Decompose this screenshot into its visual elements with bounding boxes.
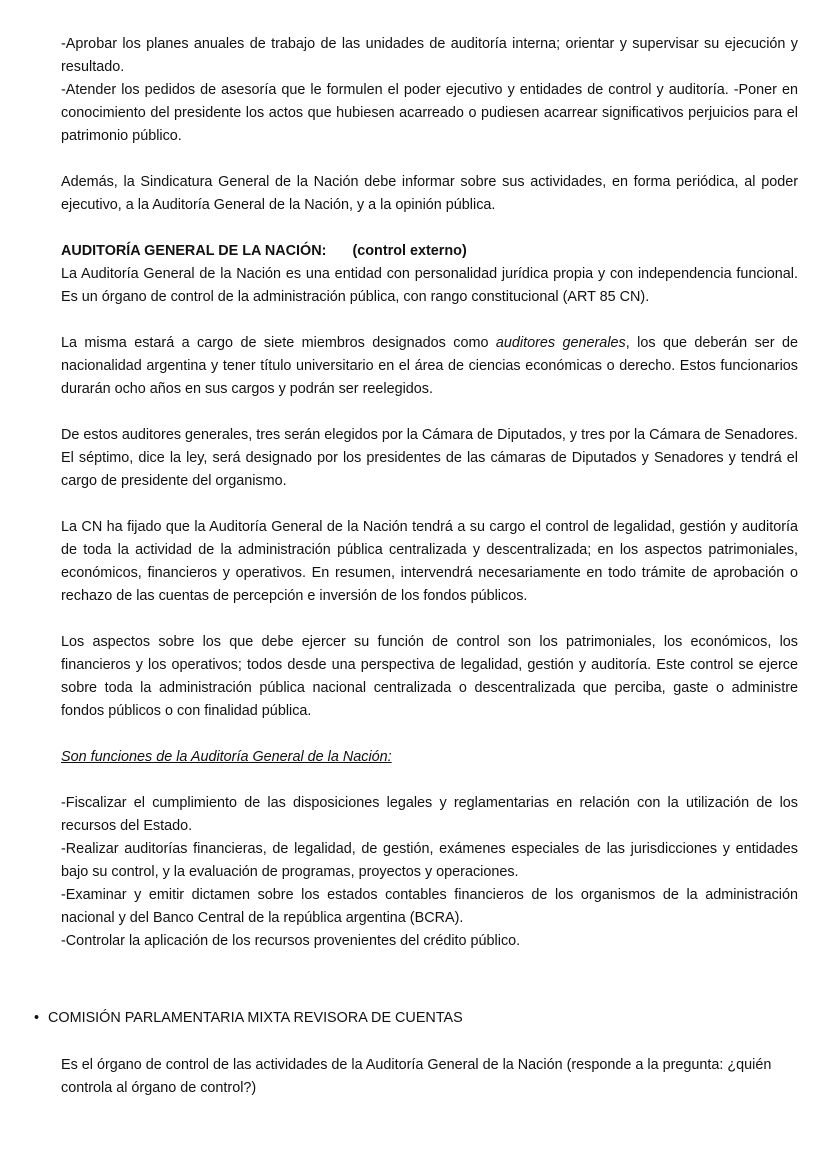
agn-heading-title: AUDITORÍA GENERAL DE LA NACIÓN: (61, 243, 327, 259)
commission-heading (34, 1007, 794, 1030)
agn-p2-before: La misma estará a cargo de siete miembros designados como (61, 335, 496, 351)
intro-item: -Aprobar los planes anuales de trabajo de las unidades de auditoría interna; orientar y supervisar su ejecución y resultado. (61, 36, 798, 75)
sigen-paragraph: Además, la Sindicatura General de la Nación debe informar sobre sus actividades, en forma periódica, al poder ejecutivo, a la Auditoría General de la Nación, y a la opinión pública. (61, 174, 798, 213)
functions-title-text: Son funciones de la Auditoría General de la Nación: (61, 749, 392, 765)
spacer (61, 723, 798, 746)
commission-heading-text: COMISIÓN PARLAMENTARIA MIXTA REVISORA DE CUENTAS (48, 1010, 463, 1026)
spacer (61, 217, 798, 240)
spacer (61, 493, 798, 516)
spacer (61, 148, 798, 171)
intro-item: -Atender los pedidos de asesoría que le formulen el poder ejecutivo y entidades de control y auditoría. -Poner en conocimiento del presidente los actos que hubiesen acarreado o pudiesen acarrear significativos perjuicios para el patrimonio público. (61, 82, 798, 144)
document-body (61, 33, 798, 953)
agn-p2-italic: auditores generales (495, 335, 626, 351)
commission-paragraph: Es el órgano de control de las actividades de la Auditoría General de la Nación (responde a la pregunta: ¿quién controla al órgano de control?) (61, 1057, 772, 1096)
functions-title (61, 746, 798, 769)
spacer (61, 769, 798, 792)
spacer (61, 401, 798, 424)
agn-heading-subtitle: (control externo) (352, 243, 467, 259)
agn-paragraph-members (61, 332, 798, 401)
agn-paragraph: Los aspectos sobre los que debe ejercer su función de control son los patrimoniales, los económicos, los financieros y los operativos; todos desde una perspectiva de legalidad, gestión y auditoría. Este control se ejerce sobre toda la administración pública nacional centralizada o descentralizada que perciba, gaste o administre fondos públicos o con finalidad pública. (61, 634, 798, 719)
agn-paragraph: La CN ha fijado que la Auditoría General de la Nación tendrá a su cargo el control de legalidad, gestión y auditoría de toda la actividad de la administración pública centralizada y descentralizada; en los aspectos patrimoniales, económicos, financieros y operativos. En resumen, intervendrá necesariamente en todo trámite de aprobación o rechazo de las cuentas de percepción e inversión de los fondos públicos. (61, 519, 798, 604)
agn-heading (61, 240, 798, 263)
agn-paragraph: La Auditoría General de la Nación es una entidad con personalidad jurídica propia y con independencia funcional. Es un órgano de control de la administración pública, con rango constitucional (ART 85 CN). (61, 266, 798, 305)
commission-section (61, 1054, 798, 1100)
agn-paragraph: De estos auditores generales, tres serán elegidos por la Cámara de Diputados, y tres por la Cámara de Senadores. El séptimo, dice la ley, será designado por los presidentes de las cámaras de Diputados y Senadores y tendrá el cargo de presidente del organismo. (61, 427, 798, 489)
bullet-icon: • (34, 1010, 40, 1026)
function-item: -Examinar y emitir dictamen sobre los estados contables financieros de los organismos de la administración nacional y del Banco Central de la república argentina (BCRA). (61, 887, 798, 926)
agn-p2-after: , los que deberán ser de nacionalidad argentina y tener título universitario en el área de ciencias económicas o derecho. Estos funcionarios durarán ocho años en sus cargos y podrán ser reelegidos. (61, 335, 798, 397)
function-item: -Realizar auditorías financieras, de legalidad, de gestión, exámenes especiales de las jurisdicciones y entidades bajo su control, y la evaluación de programas, proyectos y operaciones. (61, 841, 798, 880)
spacer (61, 608, 798, 631)
function-item: -Fiscalizar el cumplimiento de las disposiciones legales y reglamentarias en relación con la utilización de los recursos del Estado. (61, 795, 798, 834)
function-item: -Controlar la aplicación de los recursos provenientes del crédito público. (61, 933, 521, 949)
spacer (61, 309, 798, 332)
